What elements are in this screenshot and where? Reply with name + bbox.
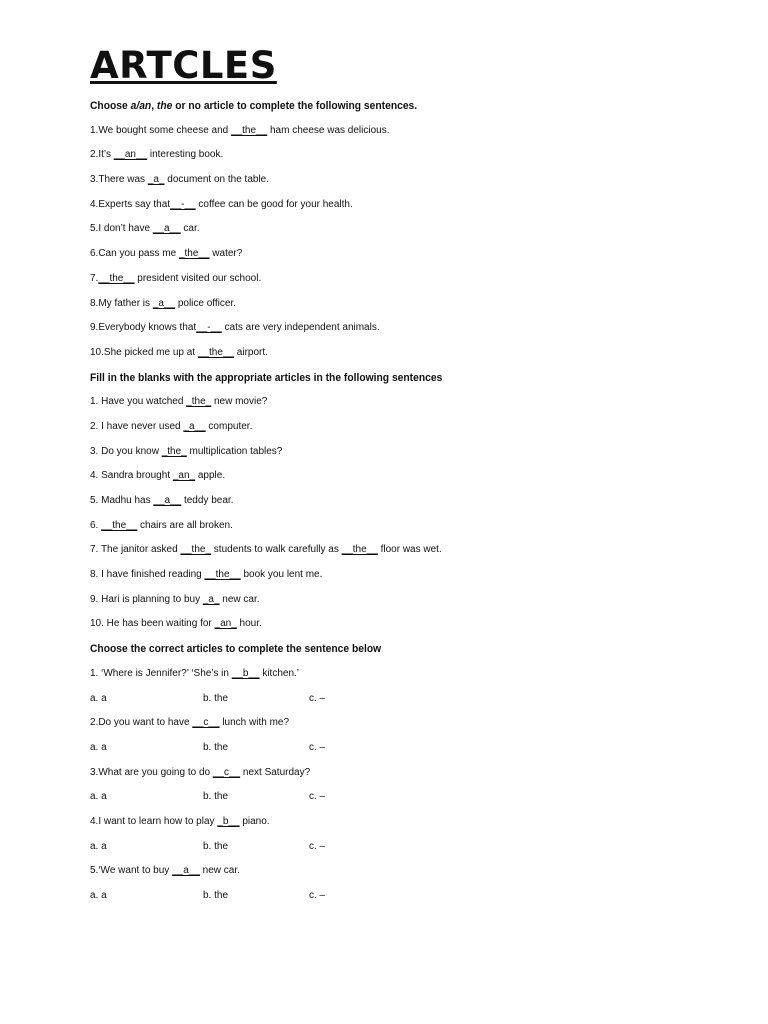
option-a: a. a — [90, 890, 107, 901]
item-text: president visited our school. — [134, 272, 262, 284]
section1-heading-em1: a/an — [130, 100, 152, 112]
question-text: 4.I want to learn how to play — [90, 815, 218, 827]
section2-item — [90, 514, 710, 539]
section3-question — [90, 711, 710, 736]
item-text: 5. Madhu has — [90, 495, 154, 506]
item-text: cats are very independent animals. — [221, 322, 380, 334]
section1-item — [90, 193, 710, 218]
option-b: b. the — [203, 840, 229, 852]
answer-blank: _a_ — [202, 593, 220, 605]
answer-blank: __c__ — [192, 717, 220, 729]
item-text: document on the table. — [164, 174, 270, 186]
worksheet-title: ARTCLES — [90, 44, 277, 87]
option-b: b. the — [203, 741, 229, 753]
answer-blank: _the__ — [178, 248, 210, 260]
answer-blank: __-__ — [196, 322, 222, 334]
item-text: 5.I don’t have — [90, 223, 153, 235]
item-text: 3. Do you know — [90, 445, 162, 457]
section3-options — [90, 884, 710, 909]
answer-blank: __the__ — [231, 124, 268, 136]
item-text: 10. He has been waiting for — [90, 618, 215, 630]
question-text: 3.What are you going to do — [90, 766, 213, 778]
answer-blank: __the__ — [204, 569, 241, 581]
section1-heading-pre: Choose — [90, 100, 131, 112]
item-text: 2. I have never used — [90, 420, 184, 432]
answer-blank: _an_ — [214, 618, 237, 630]
option-c: c. – — [309, 741, 326, 753]
item-text: water? — [209, 248, 243, 260]
section1-item — [90, 242, 710, 267]
section3-options — [90, 736, 710, 761]
item-text: 7. — [90, 272, 99, 284]
answer-blank: __the__ — [341, 544, 378, 556]
answer-blank: _an_ — [172, 470, 196, 482]
section1-heading-mid: , — [151, 100, 157, 112]
option-c: c. – — [309, 840, 326, 852]
item-text: 9. Hari is planning to buy — [90, 593, 203, 605]
item-text: new car. — [219, 593, 260, 605]
item-text: 1. Have you watched — [90, 396, 187, 408]
section2-item — [90, 612, 710, 637]
option-a: a. a — [90, 741, 107, 753]
item-text: 6.Can you pass me — [90, 248, 179, 260]
section1-heading — [90, 94, 660, 119]
item-text: floor was wet. — [377, 544, 442, 556]
item-text: 2.It’s — [90, 149, 114, 161]
answer-blank: __-__ — [170, 198, 196, 210]
section2-item — [90, 489, 710, 514]
item-text: interesting book. — [147, 149, 224, 161]
item-text: book you lent me. — [240, 569, 323, 581]
question-text: 1. ‘Where is Jennifer?’ ‘She’s in — [90, 667, 232, 679]
option-c: c. – — [309, 890, 326, 901]
worksheet-page — [90, 44, 710, 909]
item-text: 6. — [90, 519, 102, 531]
answer-blank: __the_ — [180, 544, 212, 556]
answer-blank: __a__ — [153, 495, 182, 506]
option-b: b. the — [203, 692, 229, 704]
answer-blank: _the_ — [186, 396, 212, 408]
item-text: multiplication tables? — [186, 445, 283, 457]
section2-item — [90, 440, 710, 465]
item-text: police officer. — [175, 297, 237, 309]
section1-item — [90, 168, 710, 193]
question-text: next Saturday? — [240, 766, 311, 778]
answer-blank: __the__ — [98, 272, 135, 284]
option-a: a. a — [90, 791, 107, 803]
item-text: 10.She picked me up at — [90, 346, 198, 358]
section1-item — [90, 341, 710, 366]
option-c: c. – — [309, 791, 326, 803]
item-text: airport. — [234, 346, 268, 358]
section2-item — [90, 390, 710, 415]
question-text: new car. — [199, 865, 240, 877]
section1-item — [90, 267, 710, 292]
item-text: car. — [180, 223, 200, 235]
section3-question — [90, 859, 710, 884]
section2-item — [90, 464, 710, 489]
section3-options — [90, 687, 710, 712]
answer-blank: __a__ — [152, 223, 181, 235]
question-text: kitchen.’ — [259, 667, 300, 679]
item-text: 9.Everybody knows that — [90, 322, 197, 334]
option-b: b. the — [203, 890, 229, 901]
answer-blank: _a_ — [147, 174, 165, 186]
section3-options — [90, 785, 710, 810]
question-text: lunch with me? — [219, 717, 290, 729]
item-text: 8. I have finished reading — [90, 569, 205, 581]
item-text: 8.My father is — [90, 297, 153, 309]
item-text: 7. The janitor asked — [90, 544, 181, 556]
option-b: b. the — [203, 791, 229, 803]
section2-item — [90, 588, 710, 613]
item-text: apple. — [195, 470, 226, 482]
answer-blank: _b__ — [217, 815, 240, 827]
section2-item — [90, 563, 710, 588]
answer-blank: _a__ — [183, 420, 206, 432]
section1-item — [90, 143, 710, 168]
question-text: 5.‘We want to buy — [90, 865, 173, 877]
item-text: new movie? — [211, 396, 268, 408]
item-text: students to walk carefully as — [211, 544, 342, 556]
answer-blank: __the__ — [101, 519, 138, 531]
item-text: hour. — [236, 618, 262, 630]
section3-question — [90, 662, 710, 687]
answer-blank: __a__ — [172, 865, 200, 877]
option-a: a. a — [90, 692, 107, 704]
section3-options — [90, 835, 710, 860]
item-text: 4.Experts say that — [90, 198, 171, 210]
section3-question — [90, 761, 710, 786]
item-text: chairs are all broken. — [137, 519, 233, 531]
section2-heading: Fill in the blanks with the appropriate articles in the following sentences — [90, 371, 443, 384]
answer-blank: __c__ — [212, 766, 241, 778]
section2-item — [90, 415, 710, 440]
answer-blank: __an__ — [113, 149, 148, 161]
answer-blank: _the_ — [161, 445, 187, 457]
item-text: 1.We bought some cheese and — [90, 124, 232, 136]
item-text: 4. Sandra brought — [90, 470, 173, 482]
section1-item — [90, 316, 710, 341]
question-text: piano. — [239, 815, 270, 827]
item-text: computer. — [205, 420, 253, 432]
section3-heading: Choose the correct articles to complete the sentence below — [90, 643, 382, 656]
section1-heading-post: or no article to complete the following sentences. — [172, 100, 418, 112]
answer-blank: __b__ — [231, 667, 260, 679]
item-text: 3.There was — [90, 174, 148, 186]
section2-item — [90, 538, 710, 563]
section1-item — [90, 292, 710, 317]
item-text: coffee can be good for your health. — [195, 198, 353, 210]
section1-item — [90, 119, 710, 144]
answer-blank: __the__ — [197, 346, 235, 358]
item-text: teddy bear. — [181, 495, 234, 506]
answer-blank: _a__ — [152, 297, 176, 309]
section3-question — [90, 810, 710, 835]
option-a: a. a — [90, 840, 107, 852]
question-text: 2.Do you want to have — [90, 717, 193, 729]
section1-heading-em2: the — [156, 100, 173, 112]
item-text: ham cheese was delicious. — [267, 124, 390, 136]
option-c: c. – — [309, 692, 326, 704]
section1-item — [90, 217, 710, 242]
